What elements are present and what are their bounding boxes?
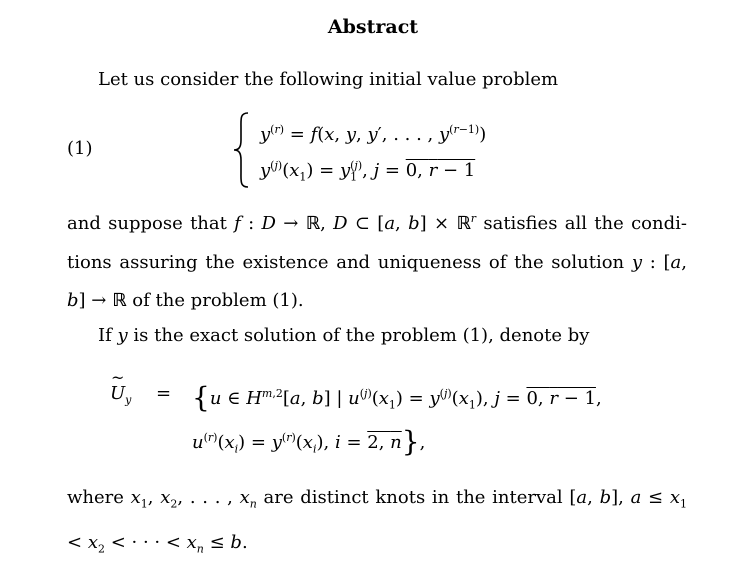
abstract-title: Abstract bbox=[327, 16, 419, 38]
left-brace-icon bbox=[232, 110, 254, 190]
equation-number: (1) bbox=[67, 138, 93, 159]
definition-line-2: $u^{(r)}(x_i) = y^{(r)}(x_i)$, i = 2, n}, bbox=[192, 425, 426, 458]
knots-paragraph: where $x_1$, $x_2$, . . . , $x_n$ are distinct knots in the interval [a, b], $a \le x_1 < x_2$ < · · · < $x_n \le b$. bbox=[67, 487, 687, 556]
set-symbol: ~ $U_y$ bbox=[110, 376, 131, 412]
definition-line-1: {u ∈ H$^{m,2}$[a, b] | $u^{(j)}(x_1) = y^{(j)}(x_1)$, j = 0, r − 1, bbox=[192, 381, 602, 414]
conditions-paragraph: and suppose that f : D → ℝ, D ⊂ [a, b] × ℝ$^r$ satisfies all the condi- tions assuring the existence and uniqueness of the solution y : [a, b] → ℝ of the problem (1). bbox=[67, 212, 688, 311]
system-line-2: $y^{(j)}(x_1) = y_1^{(j)}$, j = 0, r − 1 bbox=[260, 159, 476, 184]
exact-solution-paragraph: If y is the exact solution of the problem (1), denote by bbox=[98, 325, 590, 346]
intro-paragraph: Let us consider the following initial value problem bbox=[98, 69, 559, 90]
equals-sign: = bbox=[156, 383, 172, 404]
system-line-1: $y^{(r)} = f(x$, y, y′, . . . , $y^{(r-1)}$) bbox=[260, 123, 487, 145]
